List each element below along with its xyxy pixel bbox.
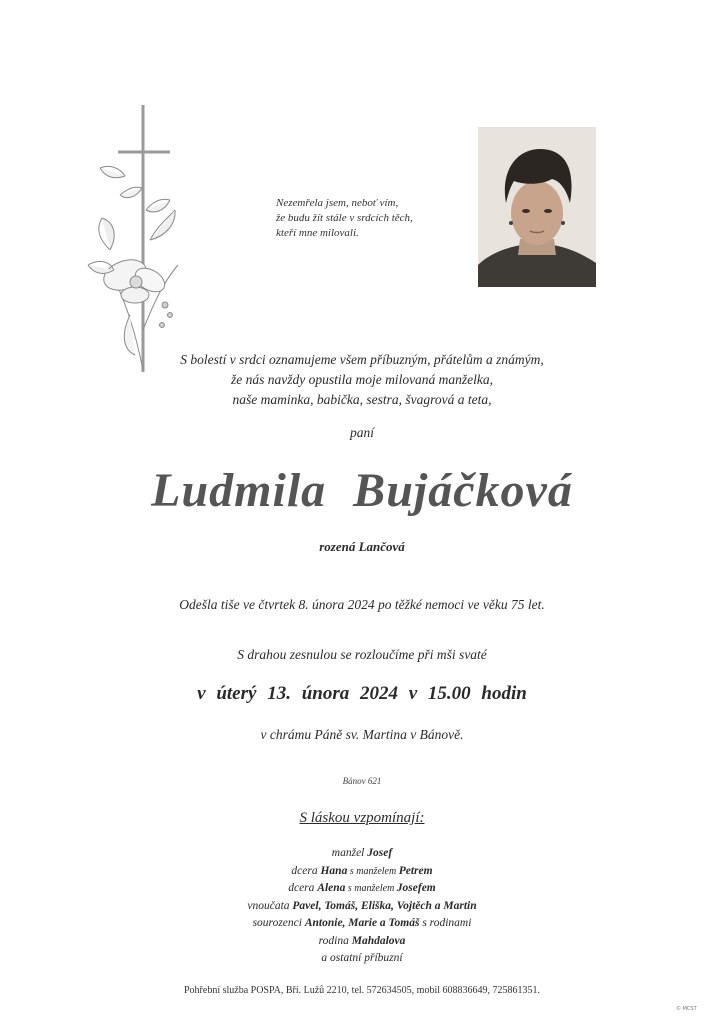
mourner-line: vnoučata Pavel, Tomáš, Eliška, Vojtěch a Martin (247, 899, 477, 912)
portrait-photo (478, 127, 596, 287)
intro-line: že nás navždy opustila moje milovaná manželka, (230, 372, 494, 387)
quote-line: Nezemřela jsem, neboť vím, (276, 197, 399, 209)
mourner-line: manžel Josef (331, 847, 393, 859)
quote (276, 196, 466, 241)
ceremony-place: v chrámu Páně sv. Martina v Bánově. (260, 727, 464, 742)
intro-line: S bolestí v srdci oznamujeme všem příbuzným, přátelům a známým, (180, 352, 544, 367)
remember-heading: S láskou vzpomínají: (299, 810, 425, 826)
quote-line: kteří mne milovali. (276, 227, 359, 239)
farewell-text: S drahou zesnulou se rozloučíme při mši svaté (237, 647, 487, 662)
mourner-line: dcera Hana s manželem Petrem (291, 864, 433, 877)
announcement-intro (100, 350, 624, 410)
death-notice: Odešla tiše ve čtvrtek 8. února 2024 po těžké nemoci ve věku 75 let. (179, 597, 545, 612)
mourner-line: sourozenci Antonie, Marie a Tomáš s rodinami (252, 917, 472, 929)
address: Bánov 621 (342, 776, 382, 786)
mourner-line: dcera Alena s manželem Josefem (288, 882, 436, 894)
copyright-mark: © MCST (676, 1006, 697, 1012)
deceased-name: Ludmila Bujáčková (151, 464, 573, 517)
funeral-service-footer: Pohřební služba POSPA, Bří. Lužů 2210, tel. 572634505, mobil 608836649, 725861351. (183, 985, 541, 996)
mourner-line: a ostatní příbuzní (321, 952, 403, 964)
title-pani: paní (349, 425, 374, 440)
intro-line: naše maminka, babička, sestra, švagrová a teta, (232, 392, 492, 407)
maiden-name: rozená Lančová (319, 539, 405, 554)
cross-lily-icon (80, 100, 190, 380)
quote-line: že budu žít stále v srdcích těch, (276, 212, 413, 224)
mourner-line: rodina Mahdalova (318, 934, 406, 947)
mourners-list (0, 845, 724, 968)
ceremony-date: v úterý 13. února 2024 v 15.00 hodin (197, 683, 527, 704)
